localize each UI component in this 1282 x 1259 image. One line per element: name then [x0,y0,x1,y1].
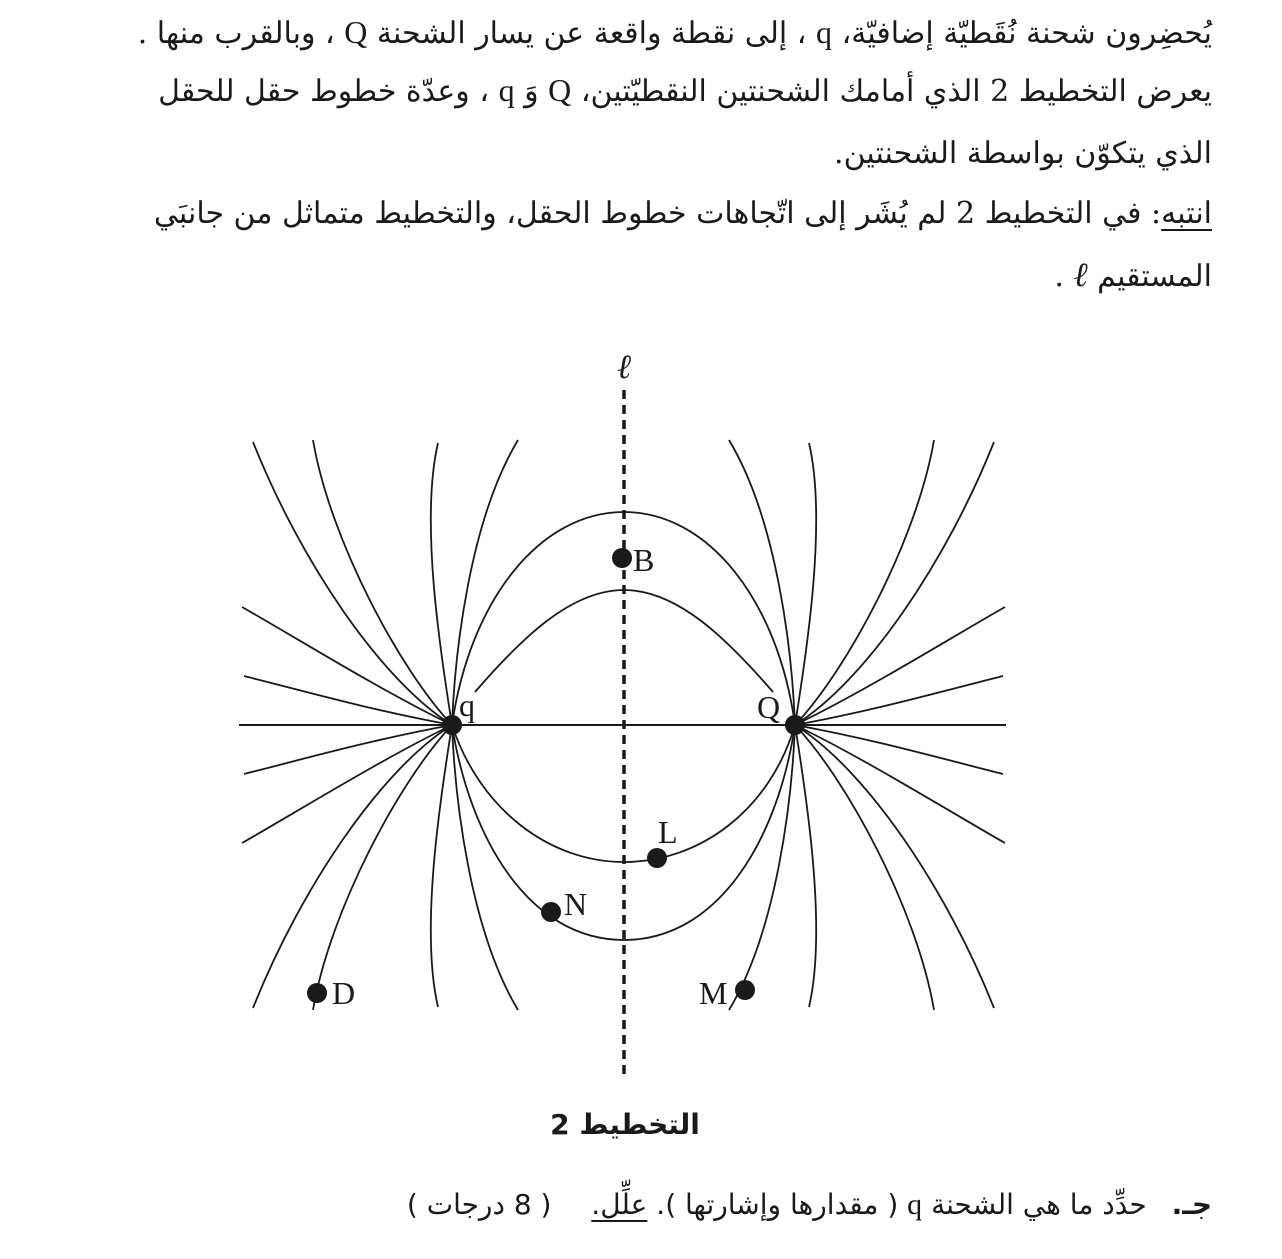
charge-symbol-Q: Q [344,14,368,50]
point-B-label: B [633,542,655,578]
diagram-caption: التخطيط 2 [550,1108,700,1141]
point-L [647,814,678,868]
intro-text: ، إلى نقطة واقعة عن يسار الشحنة [376,16,807,51]
field-line-q-upper [431,443,452,725]
field-line-Q-lower [795,725,816,1007]
question-points: ( 8 درجات ) [406,1188,552,1221]
intro-text: ، وبالقرب منها . [137,16,335,51]
point-N-dot [541,902,561,922]
field-line-Q-upper [795,607,1005,725]
charge-q-label: q [459,687,475,723]
point-M-dot [735,980,755,1000]
intro-text: وَ [524,74,539,109]
symmetry-line-label: ℓ [616,349,632,386]
field-line-Q-lower [795,725,934,1010]
point-B-dot [612,548,632,568]
question-c [407,1180,1212,1230]
question-text: ( مقدارها وإشارتها ). [656,1188,899,1221]
field-line-q-upper [253,442,452,725]
field-line-Q-upper [795,442,994,725]
point-M [699,975,755,1011]
field-line-Q-lower [795,725,994,1008]
intro-text: الذي يتكوّن بواسطة الشحنتين. [834,136,1212,171]
field-line-q-lower [242,725,452,843]
point-B [612,542,654,578]
charge-symbol-q: q [816,14,833,50]
point-N [541,886,587,922]
point-D-label: D [332,975,356,1011]
field-line-Q-lower [729,725,795,1010]
charge-Q-dot [785,715,805,735]
charge-Q-label: Q [757,689,781,725]
question-text: حدِّد ما هي الشحنة [931,1188,1147,1221]
charge-symbol-q: q [498,72,515,108]
field-line-q-lower [313,725,452,1010]
point-L-label: L [658,814,678,850]
field-line-Q-upper [795,443,816,725]
field-line-q-lower [452,725,518,1010]
field-line-q-upper [452,440,518,725]
question-label: جـ. [1171,1188,1212,1221]
field-line-q-upper [242,607,452,725]
field-line-Q-upper [729,440,795,725]
intro-text: ، وعدّة خطوط حقل للحقل [158,74,490,109]
point-M-label: M [699,975,728,1011]
point-D-dot [307,983,327,1003]
intro-text: يُحضِرون شحنة نُقَطيّة إضافيّة، [841,16,1212,51]
note-text: : في التخطيط 2 لم يُشَر إلى اتّجاهات خطوط الحقل، والتخطيط متماثل من جانبَي [153,196,1162,231]
charge-symbol-q: q [907,1188,923,1221]
intro-text: . [1054,259,1064,294]
explain-instruction: علِّل. [591,1188,648,1221]
charge-symbol-Q: Q [548,72,572,108]
intro-text: يعرض التخطيط 2 الذي أمامك الشحنتين النقطيّتين، [580,74,1212,109]
intro-text: المستقيم [1097,259,1212,294]
point-N-label: N [564,886,588,922]
field-line-q-lower [253,725,452,1008]
note-label: انتبه [1161,196,1212,231]
point-L-dot [647,848,667,868]
field-line-q-lower [431,725,452,1007]
field-line-Q-upper [795,440,934,725]
line-symbol-ell: ℓ [1073,257,1088,294]
field-line-Q-lower [795,725,1005,843]
field-line-q-upper [313,440,452,725]
